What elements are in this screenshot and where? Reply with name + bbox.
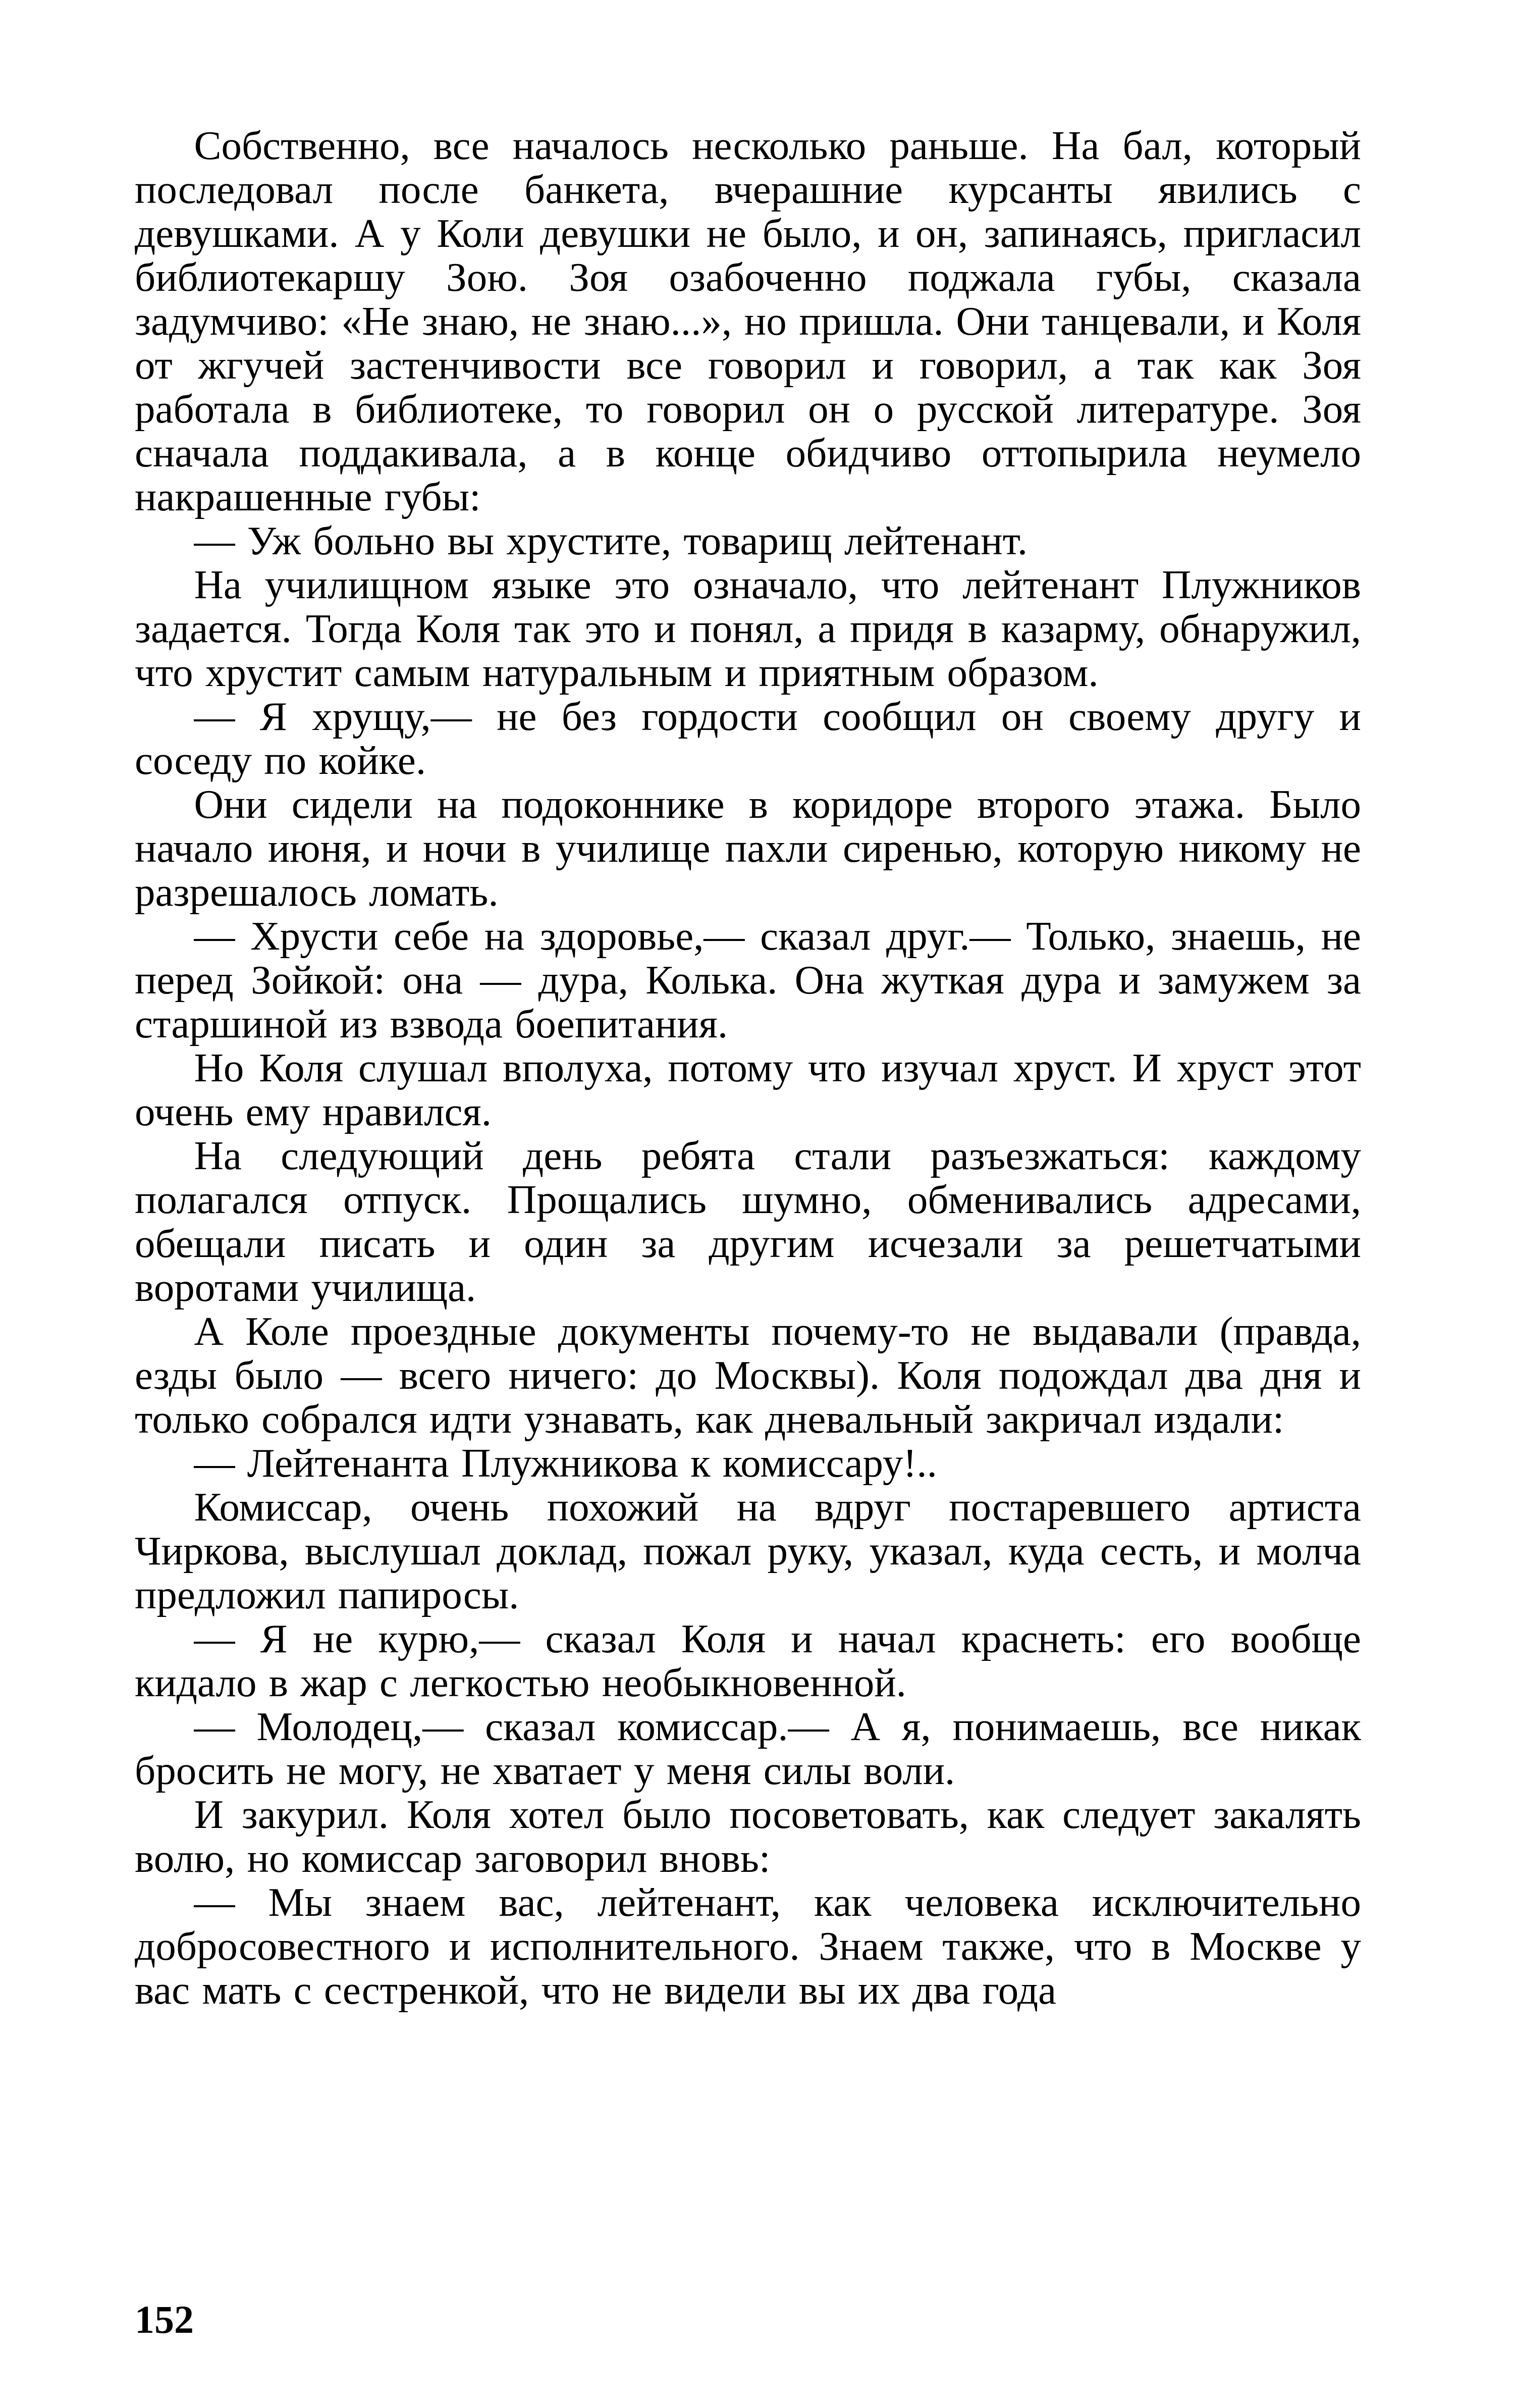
paragraph-4: — Я хрущу,— не без гордости сообщил он своему другу и соседу по койке. — [135, 694, 1361, 783]
paragraph-11: Комиссар, очень похожий на вдруг постаревшего артиста Чиркова, выслушал доклад, пожал руку, указал, куда сесть, и молча предложил папиросы. — [135, 1484, 1361, 1617]
paragraph-10: — Лейтенанта Плужникова к комиссару!.. — [194, 1440, 937, 1486]
paragraph-1: Собственно, все началось несколько раньше. На бал, который последовал после банкета, вчерашние курсанты явились с девушками. А у Коли девушки не было, и он, запинаясь, пригласил библиотекаршу Зою. Зоя озабоченно поджала губы, сказала задумчиво: «Не знаю, не знаю...», но пришла. Они танцевали, и Коля от жгучей застенчивости все говорил и говорил, а так как Зоя работала в библиотеке, то говорил он о русской литературе. Зоя сначала поддакивала, а в конце обидчиво оттопырила неумело накрашенные губы: — [135, 123, 1361, 519]
paragraph-12: — Я не курю,— сказал Коля и начал краснеть: его вообще кидало в жар с легкостью необыкновенной. — [135, 1616, 1361, 1705]
page-number: 152 — [135, 2297, 194, 2341]
paragraph-9: А Коле проездные документы почему-то не выдавали (правда, езды было — всего ничего: до Москвы). Коля подождал два дня и только собрался идти узнавать, как дневальный закричал издали: — [135, 1308, 1361, 1442]
paragraph-2: — Уж больно вы хрустите, товарищ лейтенант. — [194, 518, 1028, 563]
paragraph-13: — Молодец,— сказал комиссар.— А я, понимаешь, все никак бросить не могу, не хватает у меня силы воли. — [135, 1704, 1361, 1793]
paragraph-6: — Хрусти себе на здоровье,— сказал друг.— Только, знаешь, не перед Зойкой: она — дура, Колька. Она жуткая дура и замужем за старшиной из взвода боепитания. — [135, 913, 1361, 1046]
paragraph-5: Они сидели на подоконнике в коридоре второго этажа. Было начало июня, и ночи в училище пахли сиренью, которую никому не разрешалось ломать. — [135, 781, 1361, 915]
paragraph-3: На училищном языке это означало, что лейтенант Плужников задается. Тогда Коля так это и понял, а придя в казарму, обнаружил, что хрустит самым натуральным и приятным образом. — [135, 562, 1361, 695]
body-text — [135, 124, 1361, 2012]
paragraph-14: И закурил. Коля хотел было посоветовать, как следует закалять волю, но комиссар заговорил вновь: — [135, 1792, 1361, 1881]
paragraph-7: Но Коля слушал вполуха, потому что изучал хруст. И хруст этот очень ему нравился. — [135, 1045, 1361, 1134]
paragraph-8: На следующий день ребята стали разъезжаться: каждому полагался отпуск. Прощались шумно, обменивались адресами, обещали писать и один за другим исчезали за решетчатыми воротами училища. — [135, 1133, 1361, 1310]
paragraph-15: — Мы знаем вас, лейтенант, как человека исключительно добросовестного и исполнительного. Знаем также, что в Москве у вас мать с сестренкой, что не видели вы их два года — [135, 1879, 1361, 2013]
